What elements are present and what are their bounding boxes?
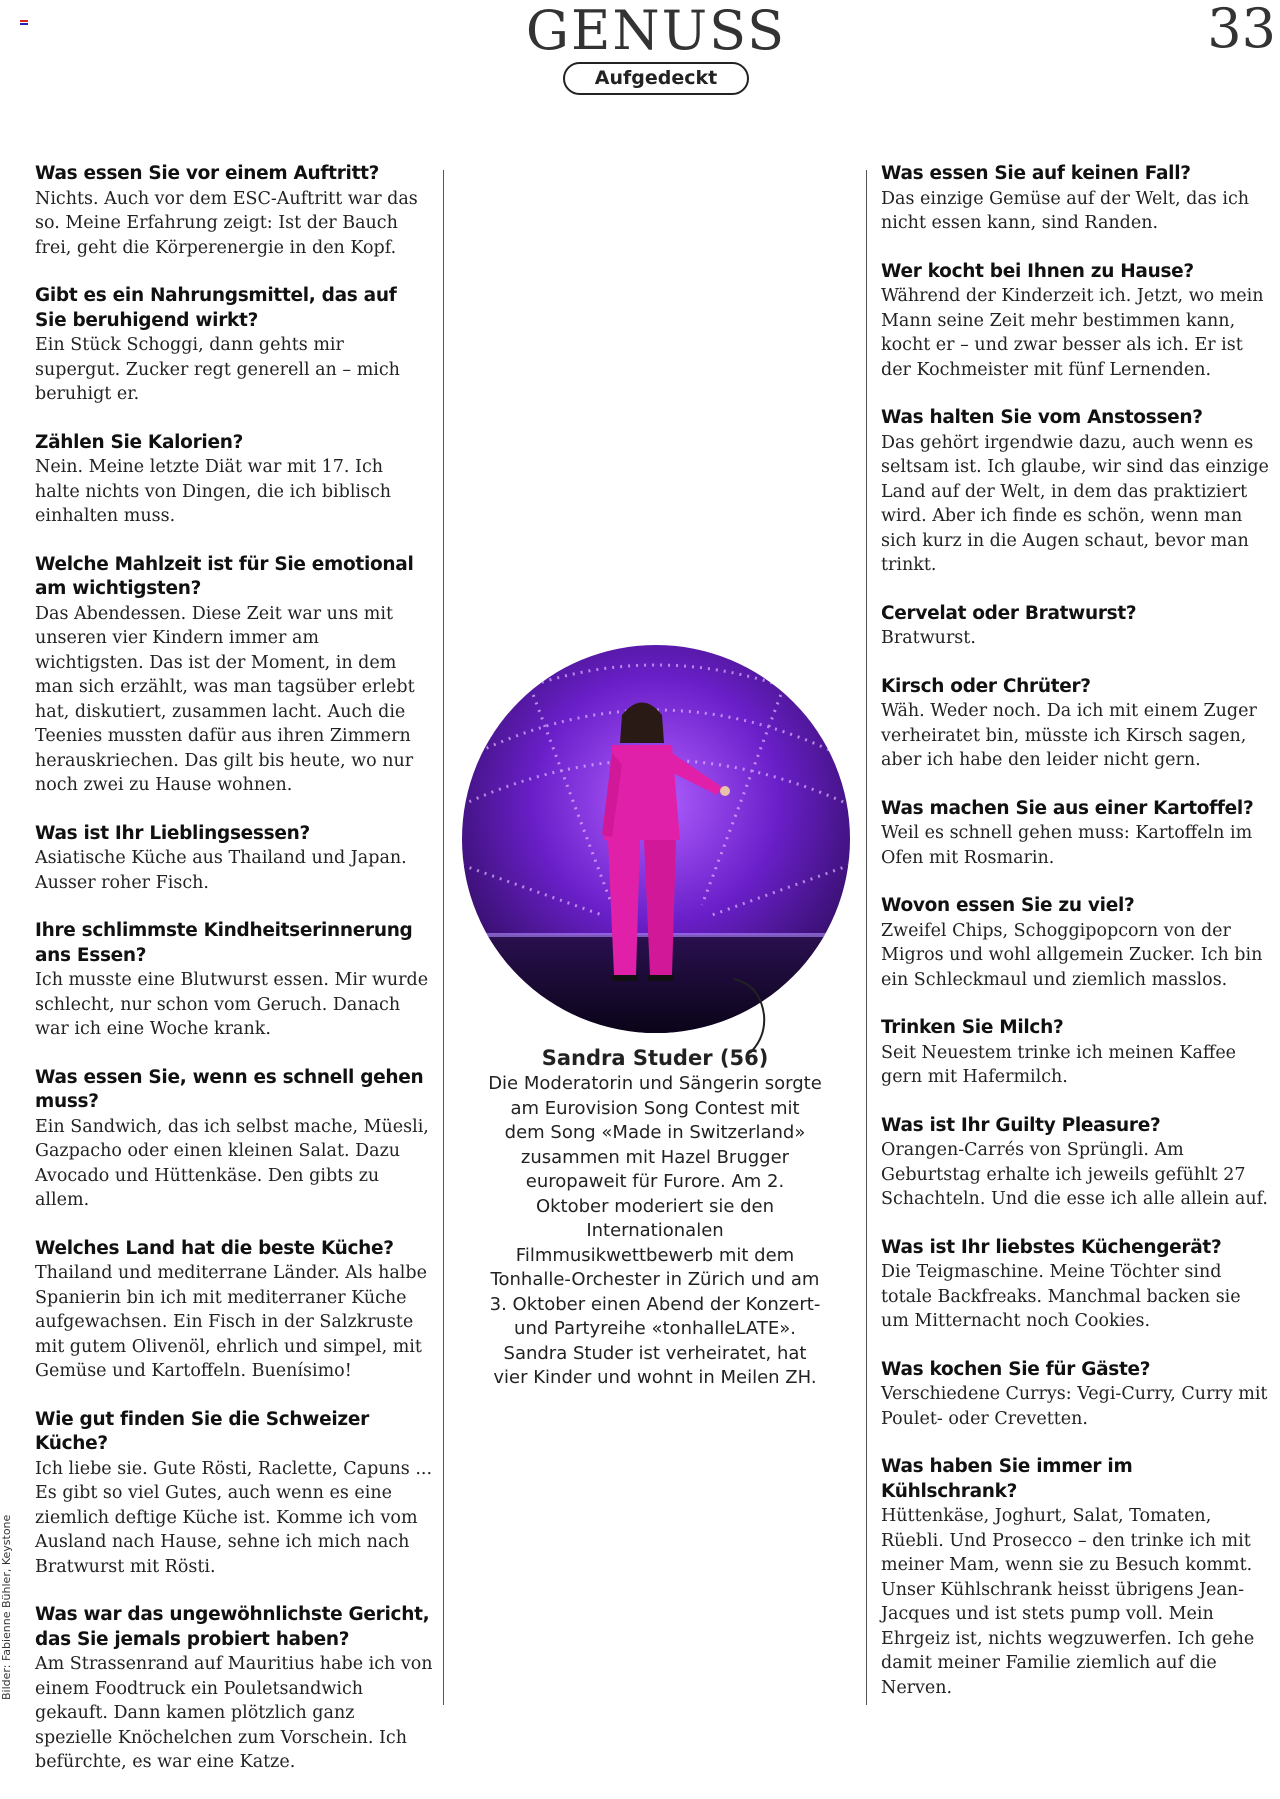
qa-item <box>881 1236 1273 1334</box>
qa-item <box>35 553 433 798</box>
question: Trinken Sie Milch? <box>881 1017 1064 1038</box>
answer: Ein Sandwich, das ich selbst mache, Müesli, Gazpacho oder einen kleinen Salat. Dazu Avocado und Hüttenkäse. Den gibts zu allem. <box>35 1116 429 1210</box>
answer: Ich musste eine Blutwurst essen. Mir wurde schlecht, nur schon vom Geruch. Danach war ich eine Woche krank. <box>35 970 429 1039</box>
question: Gibt es ein Nahrungsmittel, das auf Sie beruhigend wirkt? <box>35 285 397 331</box>
qa-item <box>35 1603 433 1775</box>
qa-item <box>35 162 433 260</box>
question: Was essen Sie auf keinen Fall? <box>881 163 1191 184</box>
right-column <box>881 162 1273 1724</box>
question: Kirsch oder Chrüter? <box>881 675 1091 697</box>
question: Was haben Sie immer im Kühlschrank? <box>881 1456 1133 1502</box>
question: Wovon essen Sie zu viel? <box>881 895 1135 916</box>
qa-item <box>881 797 1273 871</box>
answer: Nichts. Auch vor dem ESC-Auftritt war das so. Meine Erfahrung zeigt: Ist der Bauch frei, geht die Körperenergie in den Kopf. <box>35 188 418 258</box>
answer: Das gehört irgendwie dazu, auch wenn es seltsam ist. Ich glaube, wir sind das einzige Land auf der Welt, in dem das praktiziert wird. Aber ich finde es schön, wenn man sich kurz in die Augen schaut, bevor man trinkt. <box>881 432 1269 575</box>
question: Was war das ungewöhnlichste Gericht, das Sie jemals probiert haben? <box>35 1604 430 1650</box>
answer: Seit Neuestem trinke ich meinen Kaffee gern mit Hafermilch. <box>881 1042 1237 1087</box>
answer: Asiatische Küche aus Thailand und Japan. Ausser roher Fisch. <box>35 848 407 893</box>
qa-item <box>881 602 1273 651</box>
portrait-photo <box>462 645 850 1033</box>
answer: Thailand und mediterrane Länder. Als halbe Spanierin bin ich mit mediterraner Küche aufgewachsen. Ein Fisch in der Salzkruste mit gutem Olivenöl, ehrlich und simpel, mit Gemüse und Kartoffeln. Buenísimo! <box>35 1263 427 1381</box>
question: Was ist Ihr Guilty Pleasure? <box>881 1114 1161 1136</box>
question: Welches Land hat die beste Küche? <box>35 1237 394 1259</box>
qa-item <box>881 1114 1273 1212</box>
photo-credit: Bilder: Fabienne Bühler, Keystone <box>0 1514 13 1700</box>
question: Wie gut finden Sie die Schweizer Küche? <box>35 1408 369 1454</box>
answer: Das einzige Gemüse auf der Welt, das ich nicht essen kann, sind Randen. <box>881 188 1250 233</box>
qa-item <box>35 284 433 407</box>
answer: Das Abendessen. Diese Zeit war uns mit unseren vier Kindern immer am wichtigsten. Das ist der Moment, in dem man sich erzählt, was man tagsüber erlebt hat, diskutiert, zusammen lacht. Auch die Teenies mussten dafür aus ihren Zimmern herauskriechen. Das gilt bis heute, wo nur noch zwei zu Hause wohnen. <box>35 603 415 795</box>
page-number: 33 <box>1207 0 1276 60</box>
answer: Nein. Meine letzte Diät war mit 17. Ich halte nichts von Dingen, die ich biblisch einhalten muss. <box>35 457 392 526</box>
question: Was machen Sie aus einer Kartoffel? <box>881 797 1254 819</box>
qa-item <box>881 1358 1273 1432</box>
question: Cervelat oder Bratwurst? <box>881 602 1137 624</box>
caption-pointer <box>730 975 790 1055</box>
question: Ihre schlimmste Kindheitserinnerung ans Essen? <box>35 920 413 966</box>
question: Was kochen Sie für Gäste? <box>881 1358 1151 1380</box>
qa-item <box>35 1066 433 1213</box>
question: Was essen Sie vor einem Auftritt? <box>35 163 380 184</box>
question: Wer kocht bei Ihnen zu Hause? <box>881 260 1194 282</box>
answer: Wäh. Weder noch. Da ich mit einem Zuger verheiratet bin, müsste ich Kirsch sagen, aber ich habe den leider nicht gern. <box>881 701 1257 770</box>
answer: Bratwurst. <box>881 628 976 648</box>
qa-item <box>35 1408 433 1580</box>
masthead <box>480 0 832 95</box>
answer: Orangen-Carrés von Sprüngli. Am Geburtstag erhalte ich jeweils gefühlt 27 Schachteln. Und die esse ich alle allein auf. <box>881 1140 1268 1209</box>
qa-item <box>881 675 1273 773</box>
qa-item <box>881 894 1273 992</box>
qa-item <box>881 1016 1273 1090</box>
answer: Während der Kinderzeit ich. Jetzt, wo mein Mann seine Zeit mehr bestimmen kann, kocht er – und zwar besser als ich. Er ist der Kochmeister mit fünf Lernenden. <box>881 286 1264 380</box>
qa-item <box>35 1237 433 1384</box>
column-divider-left <box>443 170 444 1705</box>
question: Was ist Ihr liebstes Küchengerät? <box>881 1236 1222 1258</box>
column-divider-right <box>866 170 867 1705</box>
qa-item <box>881 1455 1273 1700</box>
answer: Die Teigmaschine. Meine Töchter sind totale Backfreaks. Manchmal backen sie um Mitternacht noch Cookies. <box>881 1262 1241 1331</box>
qa-item <box>881 162 1273 236</box>
flag-icon <box>20 20 28 28</box>
answer: Ich liebe sie. Gute Rösti, Raclette, Capuns ... Es gibt so viel Gutes, auch wenn es eine ziemlich deftige Küche ist. Komme ich vom Ausland nach Hause, sehne ich mich nach Bratwurst mit Rösti. <box>35 1458 433 1577</box>
question: Welche Mahlzeit ist für Sie emotional am wichtigsten? <box>35 553 414 599</box>
answer: Verschiedene Currys: Vegi-Curry, Curry mit Poulet- oder Crevetten. <box>881 1384 1268 1429</box>
caption-name: Sandra Studer (56) <box>541 1046 769 1070</box>
question: Zählen Sie Kalorien? <box>35 431 244 453</box>
question: Was ist Ihr Lieblingsessen? <box>35 822 310 844</box>
answer: Ein Stück Schoggi, dann gehts mir supergut. Zucker regt generell an – mich beruhigt er. <box>35 335 400 404</box>
qa-item <box>35 822 433 896</box>
answer: Weil es schnell gehen muss: Kartoffeln im Ofen mit Rosmarin. <box>881 823 1253 868</box>
qa-item <box>35 919 433 1042</box>
answer: Zweifel Chips, Schoggipopcorn von der Migros und wohl allgemein Zucker. Ich bin ein Schleckmaul und ziemlich masslos. <box>881 920 1263 990</box>
question: Was essen Sie, wenn es schnell gehen muss? <box>35 1066 424 1112</box>
section-title: GENUSS <box>525 0 787 62</box>
qa-item <box>881 260 1273 383</box>
qa-item <box>881 406 1273 578</box>
rubric-badge: Aufgedeckt <box>563 62 749 95</box>
question: Was halten Sie vom Anstossen? <box>881 407 1203 428</box>
qa-item <box>35 431 433 529</box>
answer: Am Strassenrand auf Mauritius habe ich von einem Foodtruck ein Pouletsandwich gekauft. Dann kamen plötzlich ganz spezielle Knöchelchen zum Vorschein. Ich befürchte, es war eine Katze. <box>35 1654 433 1772</box>
left-column <box>35 162 433 1799</box>
photo-caption <box>488 1044 822 1391</box>
answer: Hüttenkäse, Joghurt, Salat, Tomaten, Rüebli. Und Prosecco – den trinke ich mit meiner Mam, wenn sie zu Besuch kommt. Unser Kühlschrank heisst übrigens Jean-Jacques und ist stets pump voll. Mein Ehrgeiz ist, nichts wegzuwerfen. Ich gehe damit meiner Familie ziemlich auf die Nerven. <box>881 1506 1255 1698</box>
caption-text: Die Moderatorin und Sängerin sorgte am Eurovision Song Contest mit dem Song «Made in Switzerland» zusammen mit Hazel Brugger europaweit für Furore. Am 2. Oktober moderiert sie den Internationalen Filmmusikwettbewerb mit dem Tonhalle-Orchester in Zürich und am 3. Oktober einen Abend der Konzert- und Partyreihe «tonhalleLATE». Sandra Studer ist verheiratet, hat vier Kinder und wohnt in Meilen ZH. <box>488 1073 822 1388</box>
